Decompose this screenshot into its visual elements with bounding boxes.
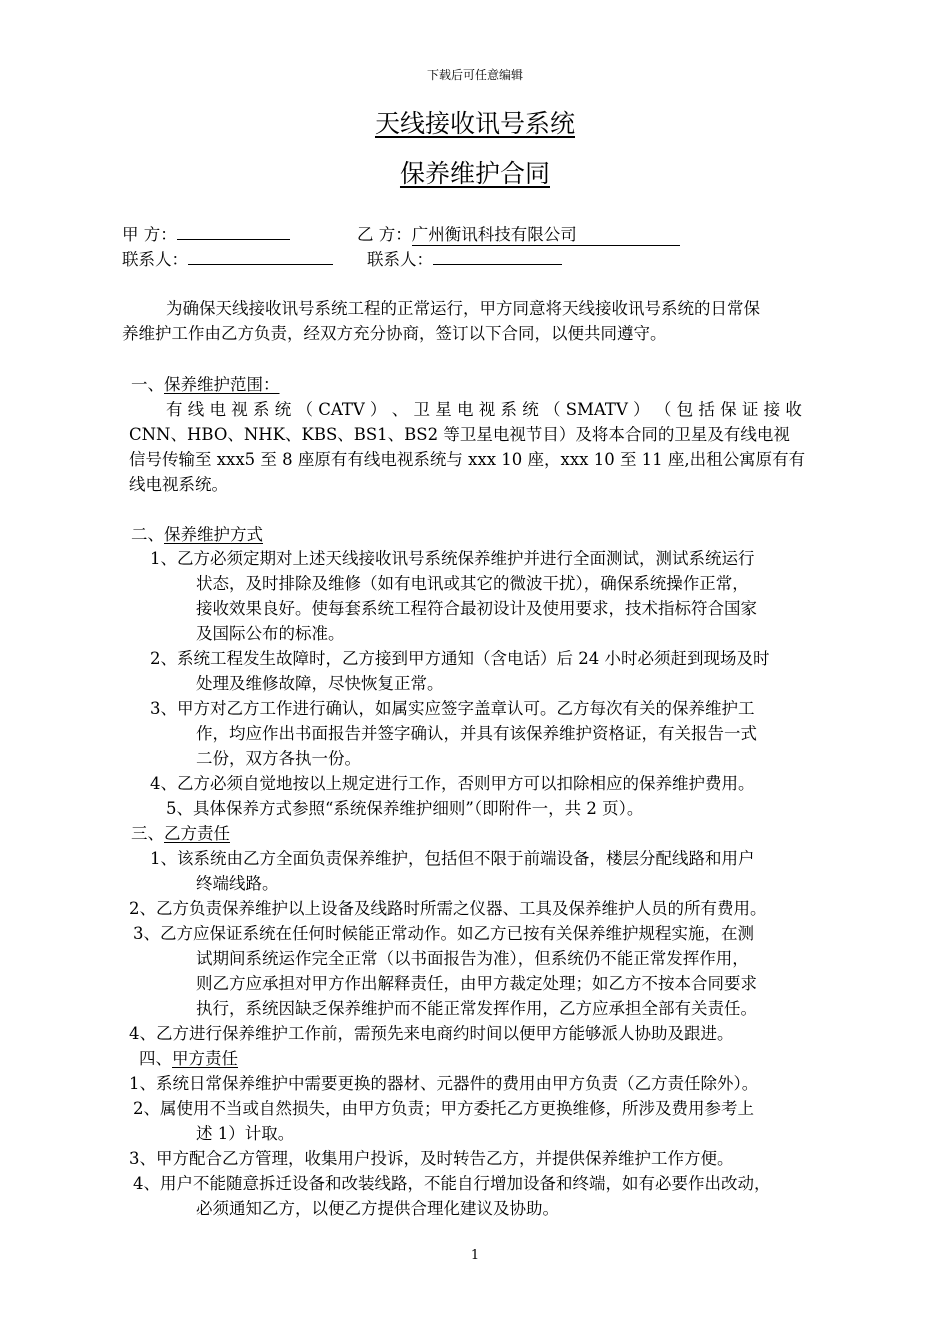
contact-a-blank — [188, 247, 333, 265]
section-2-item: 作，均应作出书面报告并签字确认，并具有该保养维护资格证，有关报告一式 — [196, 724, 757, 743]
contact-b-label: 联系人： — [367, 250, 433, 269]
section-3-item: 终端线路。 — [196, 874, 279, 893]
contact-b-blank — [433, 247, 562, 265]
section-3-item: 则乙方应承担对甲方作出解释责任，由甲方裁定处理；如乙方不按本合同要求 — [196, 974, 757, 993]
section-2-item: 接收效果良好。使每套系统工程符合最初设计及使用要求，技术指标符合国家 — [196, 599, 757, 618]
contact-b-row — [367, 247, 562, 272]
title-line-1: 天线接收讯号系统 — [374, 109, 575, 138]
section-2-item: 5、具体保养方式参照“系统保养维护细则”（即附件一，共 2 页）。 — [166, 799, 644, 818]
section-4-item: 2、属使用不当或自然损失，由甲方负责；甲方委托乙方更换维修，所涉及费用参考上 — [133, 1099, 754, 1118]
page-header: 下载后可任意编辑 — [426, 68, 523, 82]
section-3-item: 4、乙方进行保养维护工作前，需预先来电商约时间以便甲方能够派人协助及跟进。 — [129, 1024, 734, 1043]
party-b-label: 乙 方： — [357, 225, 412, 244]
party-b-row — [357, 222, 680, 247]
contact-a-label: 联系人： — [122, 250, 188, 269]
section-1-line: 线电视系统。 — [129, 475, 228, 494]
section-1-heading: 一、保养维护范围： — [131, 375, 280, 394]
section-3-item: 3、乙方应保证系统在任何时候能正常动作。如乙方已按有关保养维护规程实施，在测 — [133, 924, 754, 943]
section-2-item: 状态，及时排除及维修（如有电讯或其它的微波干扰），确保系统操作正常， — [196, 574, 749, 593]
party-b-name: 广州衡讯科技有限公司 — [412, 225, 680, 246]
contact-a-row — [122, 247, 333, 272]
intro-line-1: 为确保天线接收讯号系统工程的正常运行，甲方同意将天线接收讯号系统的日常保 — [166, 299, 760, 318]
section-1-line: CNN、HBO、NHK、KBS、BS1、BS2 等卫星电视节目）及将本合同的卫星及有线电视 — [129, 425, 790, 444]
page-number: 1 — [470, 1248, 480, 1263]
section-1-line: 信号传输至 xxx5 至 8 座原有有线电视系统与 xxx 10 座，xxx 10 至 11 座,出租公寓原有有 — [129, 450, 806, 469]
section-3-item: 试期间系统运作完全正常（以书面报告为准），但系统仍不能正常发挥作用， — [196, 949, 749, 968]
section-4-item: 必须通知乙方，以便乙方提供合理化建议及协助。 — [196, 1199, 559, 1218]
party-a-label: 甲 方： — [122, 225, 177, 244]
section-2-item: 4、乙方必须自觉地按以上规定进行工作，否则甲方可以扣除相应的保养维护费用。 — [150, 774, 755, 793]
section-3-item: 2、乙方负责保养维护以上设备及线路时所需之仪器、工具及保养维护人员的所有费用。 — [129, 899, 767, 918]
section-3-heading: 三、乙方责任 — [131, 824, 230, 843]
section-2-item: 2、系统工程发生故障时，乙方接到甲方通知（含电话）后 24 小时必须赶到现场及时 — [150, 649, 770, 668]
party-a-blank — [177, 222, 290, 240]
intro-line-2: 养维护工作由乙方负责，经双方充分协商，签订以下合同，以便共同遵守。 — [122, 324, 667, 343]
title-line-2: 保养维护合同 — [399, 159, 550, 188]
section-4-heading: 四、甲方责任 — [139, 1049, 238, 1068]
section-4-item: 1、系统日常保养维护中需要更换的器材、元器件的费用由甲方负责（乙方责任除外）。 — [129, 1074, 759, 1093]
section-3-item: 执行，系统因缺乏保养维护而不能正常发挥作用，乙方应承担全部有关责任。 — [196, 999, 757, 1018]
section-1-line: 有 线 电 视 系 统 （ CATV ） 、 卫 星 电 视 系 统 （ SMATV ） （ 包 括 保 证 接 收 — [166, 400, 802, 419]
section-4-item: 4、用户不能随意拆迁设备和改装线路，不能自行增加设备和终端，如有必要作出改动， — [133, 1174, 771, 1193]
section-3-item: 1、该系统由乙方全面负责保养维护，包括但不限于前端设备，楼层分配线路和用户 — [150, 849, 755, 868]
section-2-heading: 二、保养维护方式 — [131, 525, 263, 544]
section-2-item: 处理及维修故障，尽快恢复正常。 — [196, 674, 444, 693]
section-2-item: 3、甲方对乙方工作进行确认，如属实应签字盖章认可。乙方每次有关的保养维护工 — [150, 699, 755, 718]
section-4-item: 述 1）计取。 — [196, 1124, 295, 1143]
section-2-item: 二份，双方各执一份。 — [196, 749, 361, 768]
party-a-row — [122, 222, 290, 247]
section-2-item: 1、乙方必须定期对上述天线接收讯号系统保养维护并进行全面测试，测试系统运行 — [150, 549, 755, 568]
section-4-item: 3、甲方配合乙方管理，收集用户投诉，及时转告乙方，并提供保养维护工作方便。 — [129, 1149, 734, 1168]
section-2-item: 及国际公布的标准。 — [196, 624, 345, 643]
